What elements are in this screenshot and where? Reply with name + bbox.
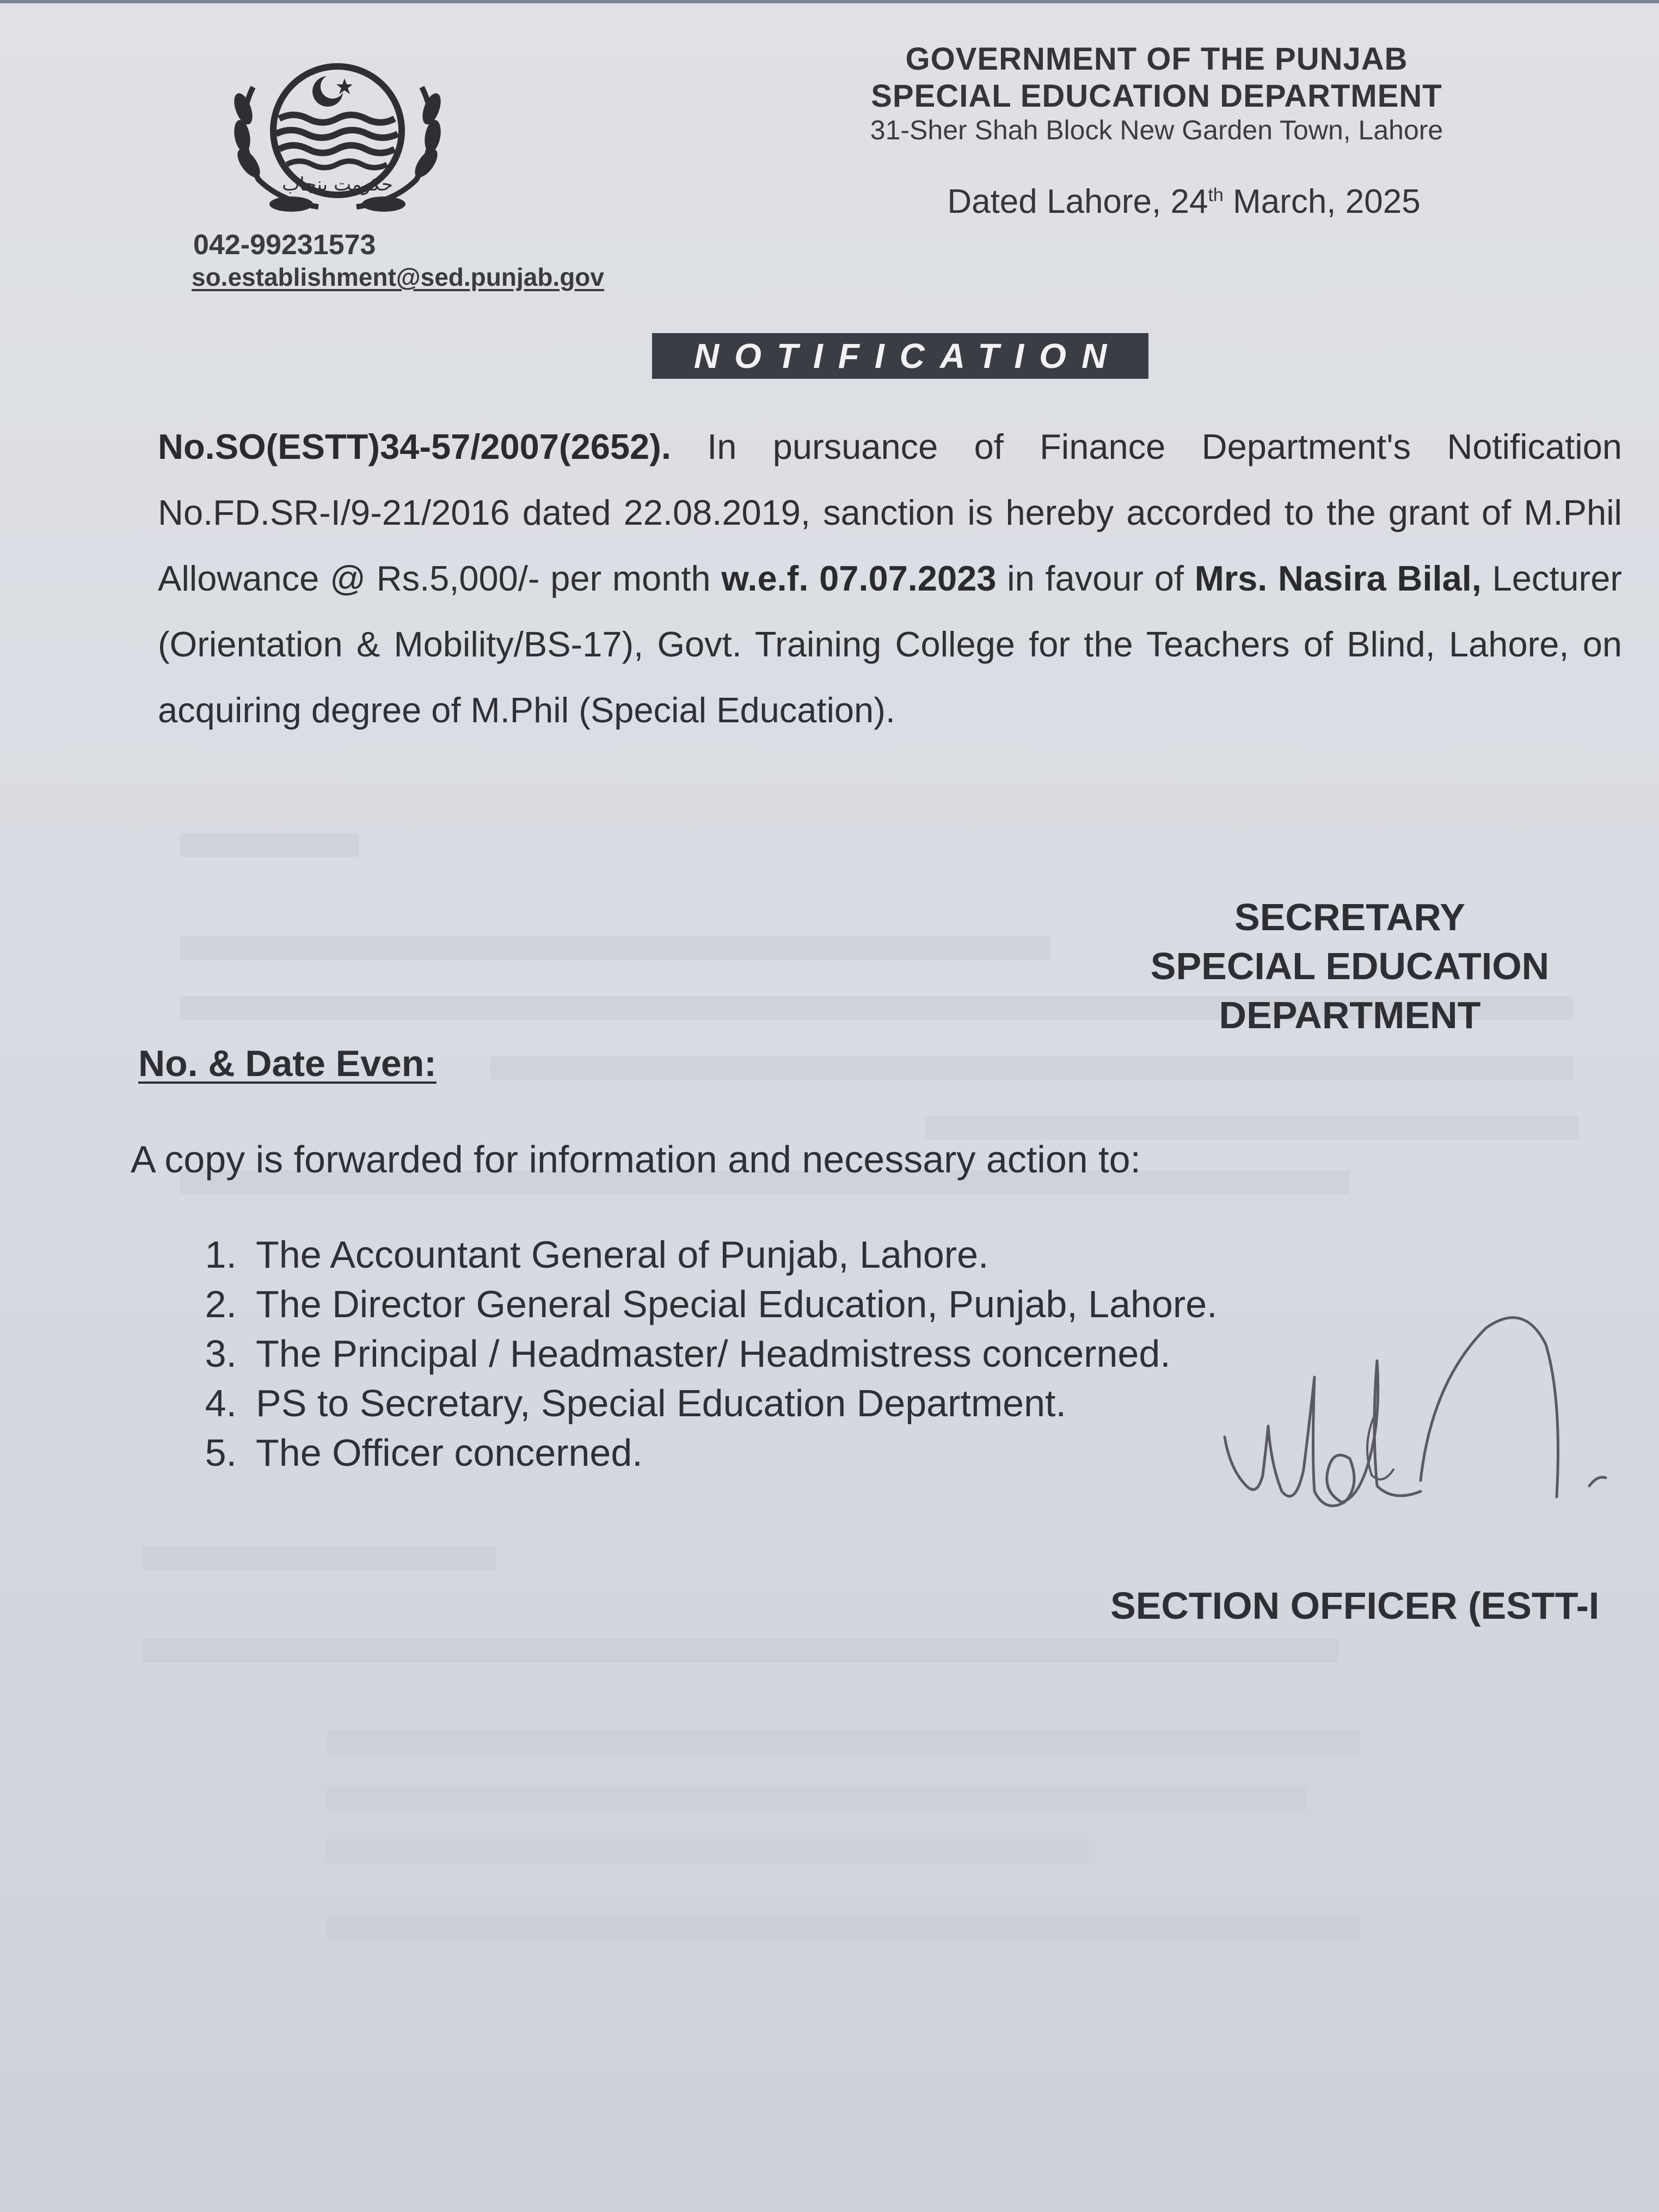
email-address: so.establishment@sed.punjab.gov: [192, 263, 604, 291]
list-item-number: 4.: [205, 1382, 237, 1424]
paper-top-edge: [0, 0, 1659, 3]
list-item-text: The Accountant General of Punjab, Lahore.: [256, 1233, 989, 1276]
department-address: 31-Sher Shah Block New Garden Town, Lahore: [870, 115, 1443, 145]
bleed-through-mark: [142, 1638, 1339, 1662]
secretary-department-line-2: DEPARTMENT: [1219, 994, 1481, 1036]
list-item: [185, 1329, 1218, 1379]
government-name: GOVERNMENT OF THE PUNJAB: [905, 41, 1408, 77]
date-prefix: Dated Lahore, 24: [947, 183, 1208, 220]
list-item: [185, 1428, 1218, 1478]
officer-name: Mrs. Nasira Bilal,: [1194, 558, 1482, 598]
distribution-list: [185, 1230, 1218, 1478]
section-officer-title: SECTION OFFICER (ESTT-I: [1110, 1584, 1600, 1627]
effective-date: w.e.f. 07.07.2023: [721, 558, 997, 598]
reference-number: No.SO(ESTT)34-57/2007(2652).: [158, 427, 671, 466]
list-item-number: 2.: [205, 1283, 237, 1325]
bleed-through-mark: [180, 833, 359, 857]
list-item-text: The Officer concerned.: [256, 1431, 643, 1474]
bleed-through-mark: [327, 1785, 1306, 1809]
body-text-part-3: Lecturer (Orientation & Mobility/BS-17), Govt. Training College for the Teachers of Blind, Lahore, on acquiring degree of M.Phil (Special Education).: [158, 558, 1622, 730]
body-text-part-2: in favour of: [996, 558, 1195, 598]
bleed-through-mark: [327, 1916, 1361, 1940]
list-item-number: 5.: [205, 1431, 237, 1474]
notification-heading: NOTIFICATION: [652, 333, 1148, 379]
handwritten-signature: [1214, 1306, 1627, 1578]
bleed-through-mark: [490, 1056, 1573, 1080]
bleed-through-mark: [180, 936, 1050, 960]
bleed-through-mark: [327, 1840, 1089, 1864]
list-item-text: The Director General Special Education, Punjab, Lahore.: [256, 1283, 1218, 1325]
date-line: [871, 182, 1497, 221]
bleed-through-mark: [142, 1546, 495, 1570]
phone-number: 042-99231573: [193, 229, 376, 261]
list-item: [185, 1379, 1218, 1428]
list-item-text: The Principal / Headmaster/ Headmistress concerned.: [256, 1332, 1171, 1375]
secretary-title: SECRETARY: [1234, 896, 1465, 938]
no-date-even-heading: No. & Date Even:: [138, 1043, 437, 1084]
secretary-signature-block: [1094, 893, 1606, 1040]
list-item-number: 1.: [205, 1233, 237, 1276]
list-item: [185, 1230, 1218, 1280]
date-suffix: March, 2025: [1223, 183, 1421, 220]
date-ordinal: th: [1208, 185, 1224, 206]
svg-text:حکومت پنجاب: حکومت پنجاب: [282, 174, 393, 195]
punjab-emblem-icon: [215, 54, 460, 218]
copy-forwarded-text: A copy is forwarded for information and necessary action to:: [131, 1138, 1141, 1181]
list-item-text: PS to Secretary, Special Education Department.: [256, 1382, 1066, 1424]
list-item-number: 3.: [205, 1332, 237, 1375]
department-name: SPECIAL EDUCATION DEPARTMENT: [871, 78, 1442, 114]
list-item: [185, 1280, 1218, 1329]
bleed-through-mark: [327, 1731, 1361, 1755]
secretary-department-line-1: SPECIAL EDUCATION: [1150, 945, 1550, 987]
bleed-through-mark: [925, 1116, 1578, 1140]
letterhead-title: [762, 41, 1551, 115]
notification-body: [158, 414, 1622, 743]
body-text-part-1: In pursuance of Finance Department's Notification No.FD.SR-I/9-21/2016 dated 22.08.2019, sanction is hereby accorded to the grant of M.Phil Allowance @ Rs.5,000/- per month: [158, 427, 1622, 598]
